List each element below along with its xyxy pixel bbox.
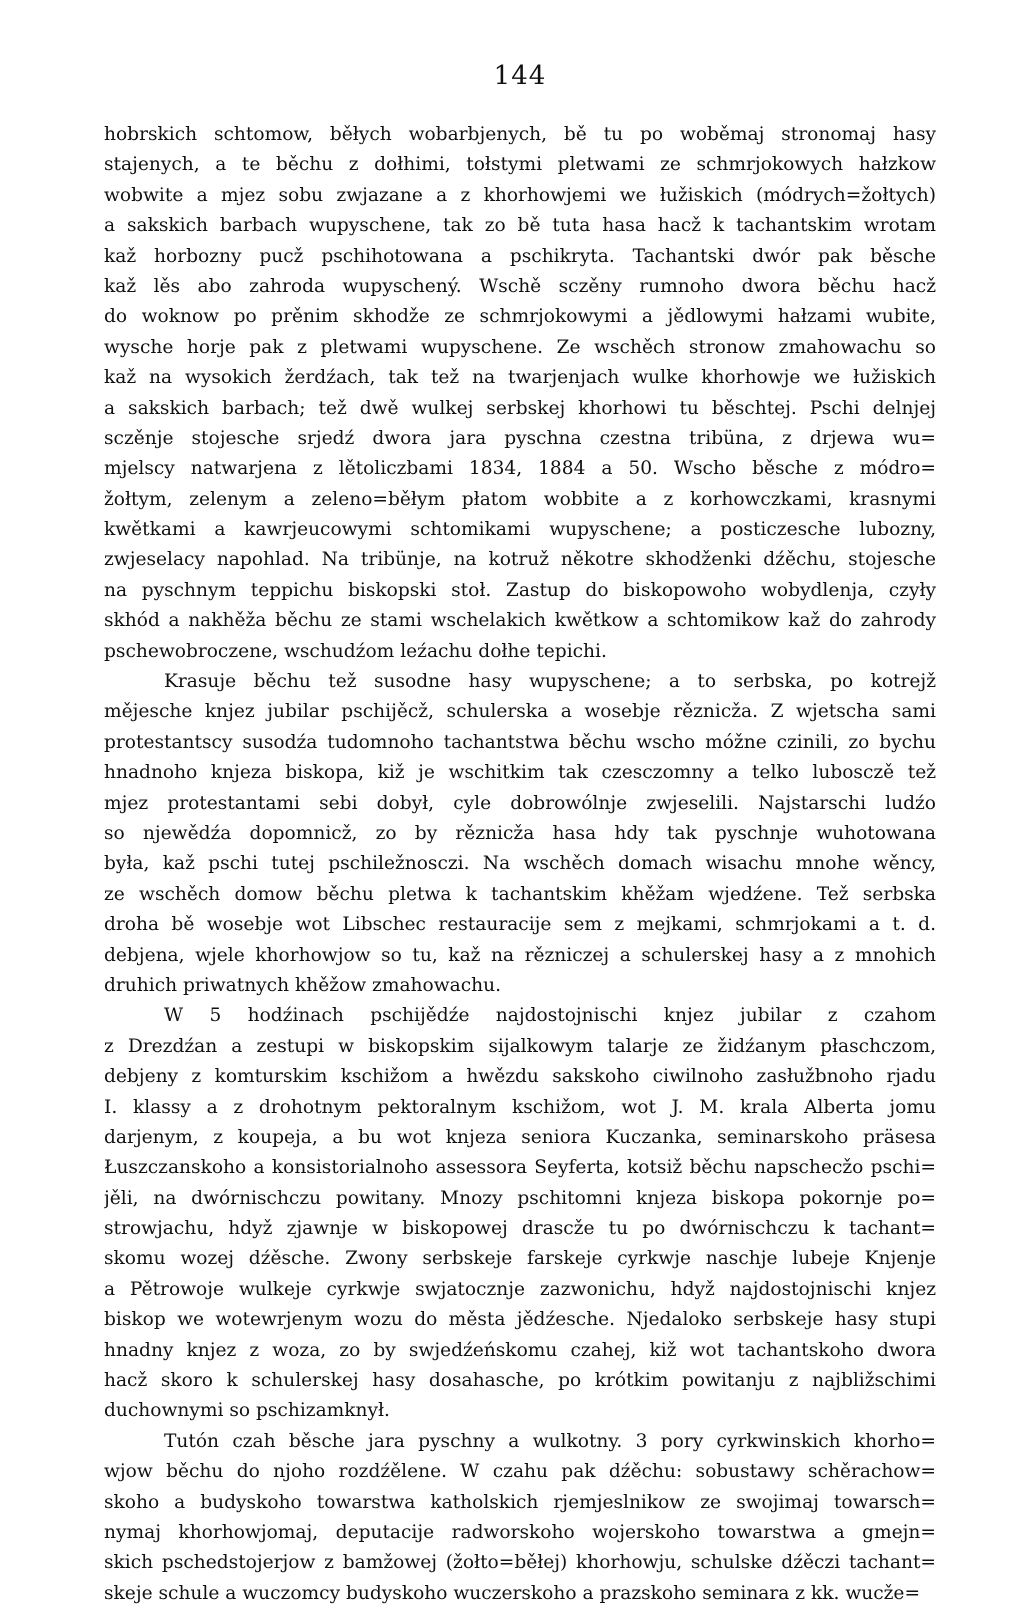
text-line: darjenym, z koupeja, a bu wot knjeza seniora Kuczanka, seminarskoho präsesa: [104, 1126, 936, 1148]
text-line: a Pětrowoje wulkeje cyrkwje swjatocznje zazwonichu, hdyž najdostojnischi knjez: [104, 1278, 936, 1300]
text-line: wobwite a mjez sobu zwjazane a z khorhowjemi we łužiskich (módrych=žołtych): [104, 184, 936, 206]
paragraph: [104, 1001, 936, 1426]
text-line: kaž lěs abo zahroda wupyschený. Wschě sczěny rumnoho dwora běchu hacž: [104, 275, 936, 297]
body-text: [104, 120, 936, 1609]
text-line: hnadnoho knjeza biskopa, kiž je wschitkim tak czesczomny a telko lubosczě tež: [104, 762, 936, 784]
text-line: skoho a budyskoho towarstwa katholskich rjemjeslnikow ze swojimaj towarsch=: [104, 1491, 936, 1513]
text-line: žołtym, zelenym a zeleno=běłym płatom wobbite a z korhowczkami, krasnymi: [104, 488, 936, 510]
text-line: hnadny knjez z woza, zo by swjedźeńskomu czahej, kiž wot tachantskoho dwora: [104, 1339, 936, 1361]
text-line: skhód a nakhěža běchu ze stami wschelakich kwětkow a schtomikow kaž do zahrody: [104, 610, 936, 632]
text-line: mjelscy natwarjena z lětoliczbami 1834, 1884 a 50. Wscho běsche z módro=: [104, 458, 936, 480]
text-line: so njewědźa dopomnicž, zo by rěznicža hasa hdy tak pyschnje wuhotowana: [104, 822, 936, 844]
paragraph: [104, 120, 936, 667]
text-line: kaž na wysokich žerdźach, tak tež na twarjenjach wulke khorhowje we łužiskich: [104, 367, 936, 389]
text-line: druhich priwatnych khěžow zmahowachu.: [104, 974, 501, 996]
text-line: debjena, wjele khorhowjow so tu, kaž na rězniczej a schulerskej hasy a z mnohich: [104, 944, 936, 966]
text-line: pschewobroczene, wschudźom leźachu dołhe tepichi.: [104, 640, 607, 662]
text-line: zwjeselacy napohlad. Na tribünje, na kotruž někotre skhodženki dźěchu, stojesche: [104, 549, 936, 571]
paragraph: [104, 1427, 936, 1609]
page-number: 144: [493, 61, 547, 91]
text-line: strowjachu, hdyž zjawnje w biskopowej drascže tu po dwórnischczu k tachant=: [104, 1218, 936, 1240]
text-line: debjeny z komturskim kschižom a hwězdu sakskoho ciwilnoho zasłužbnoho rjadu: [104, 1066, 936, 1088]
text-line: z Drezdźan a zestupi w biskopskim sijalkowym talarje ze židźanym płaschczom,: [104, 1035, 936, 1057]
text-line: a sakskich barbach wupyschene, tak zo bě tuta hasa hacž k tachantskim wrotam: [104, 215, 936, 237]
text-line: była, kaž pschi tutej pschiležnosczi. Na wschěch domach wisachu mnohe wěncy,: [104, 853, 936, 875]
text-line: duchownymi so pschizamknył.: [104, 1400, 390, 1422]
text-line: skeje schule a wuczomcy budyskoho wuczerskoho a prazskoho seminara z kk. wucže=: [104, 1582, 921, 1604]
text-line: nymaj khorhowjomaj, deputacije radworskoho wojerskoho towarstwa a gmejn=: [104, 1521, 936, 1543]
text-line: Krasuje běchu tež susodne hasy wupyschene; a to serbska, po kotrejž: [164, 671, 936, 693]
text-line: Tutón czah běsche jara pyschny a wulkotny. 3 pory cyrkwinskich khorho=: [164, 1430, 936, 1452]
text-line: skomu wozej dźěsche. Zwony serbskeje farskeje cyrkwje naschje lubeje Knjenje: [104, 1248, 936, 1270]
text-line: skich pschedstojerjow z bamžowej (žołto=běłej) khorhowju, schulske dźěczi tachant=: [104, 1552, 936, 1574]
text-line: wysche horje pak z pletwami wupyschene. Ze wschěch stronow zmahowachu so: [104, 336, 936, 358]
text-line: ze wschěch domow běchu pletwa k tachantskim khěžam wjedźene. Tež serbska: [104, 883, 936, 905]
text-line: hobrskich schtomow, běłych wobarbjenych, bě tu po woběmaj stronomaj hasy: [104, 124, 936, 145]
text-line: jěli, na dwórnischczu powitany. Mnozy pschitomni knjeza biskopa pokornje po=: [104, 1187, 936, 1209]
text-line: protestantscy susodźa tudomnoho tachantstwa běchu wscho móžne czinili, zo bychu: [104, 731, 936, 753]
text-line: droha bě wosebje wot Libschec restauracije sem z mejkami, schmrjokami a t. d.: [104, 914, 936, 936]
document-page: [104, 56, 936, 1609]
text-line: W 5 hodźinach pschijědźe najdostojnischi knjez jubilar z czahom: [164, 1005, 936, 1027]
text-line: na pyschnym teppichu biskopski stoł. Zastup do biskopowoho wobydlenja, czyły: [104, 579, 936, 601]
text-line: a sakskich barbach; tež dwě wulkej serbskej khorhowi tu běschtej. Pschi delnjej: [104, 397, 936, 419]
text-line: stajenych, a te běchu z dołhimi, tołstymi pletwami ze schmrjokowych hałzkow: [104, 154, 936, 176]
text-line: kwětkami a kawrjeucowymi schtomikami wupyschene; a posticzesche lubozny,: [104, 519, 936, 541]
text-line: mjez protestantami sebi dobył, cyle dobrowólnje zwjeselili. Najstarschi ludźo: [104, 792, 936, 814]
text-line: sczěnje stojesche srjedź dwora jara pyschna czestna tribüna, z drjewa wu=: [104, 427, 936, 449]
text-line: hacž skoro k schulerskej hasy dosahasche, po krótkim powitanju z najbližschimi: [104, 1370, 936, 1392]
text-line: I. klassy a z drohotnym pektoralnym kschižom, wot J. M. krala Alberta jomu: [104, 1096, 936, 1118]
text-line: do woknow po prěnim skhodže ze schmrjokowymi a jědlowymi hałzami wubite,: [104, 306, 936, 328]
paragraph: [104, 667, 936, 1001]
text-line: Łuszczanskoho a konsistorialnoho assessora Seyferta, kotsiž běchu napschecžo pschi=: [104, 1157, 936, 1179]
text-line: biskop we wotewrjenym wozu do města jědźesche. Njedaloko serbskeje hasy stupi: [104, 1309, 936, 1331]
text-line: mějesche knjez jubilar pschijěcž, schulerska a wosebje rěznicža. Z wjetscha sami: [104, 701, 936, 723]
text-line: wjow běchu do njoho rozdźělene. W czahu pak dźěchu: sobustawy schěrachow=: [104, 1461, 936, 1483]
text-line: kaž horbozny pucž pschihotowana a pschikryta. Tachantski dwór pak běsche: [104, 245, 936, 267]
